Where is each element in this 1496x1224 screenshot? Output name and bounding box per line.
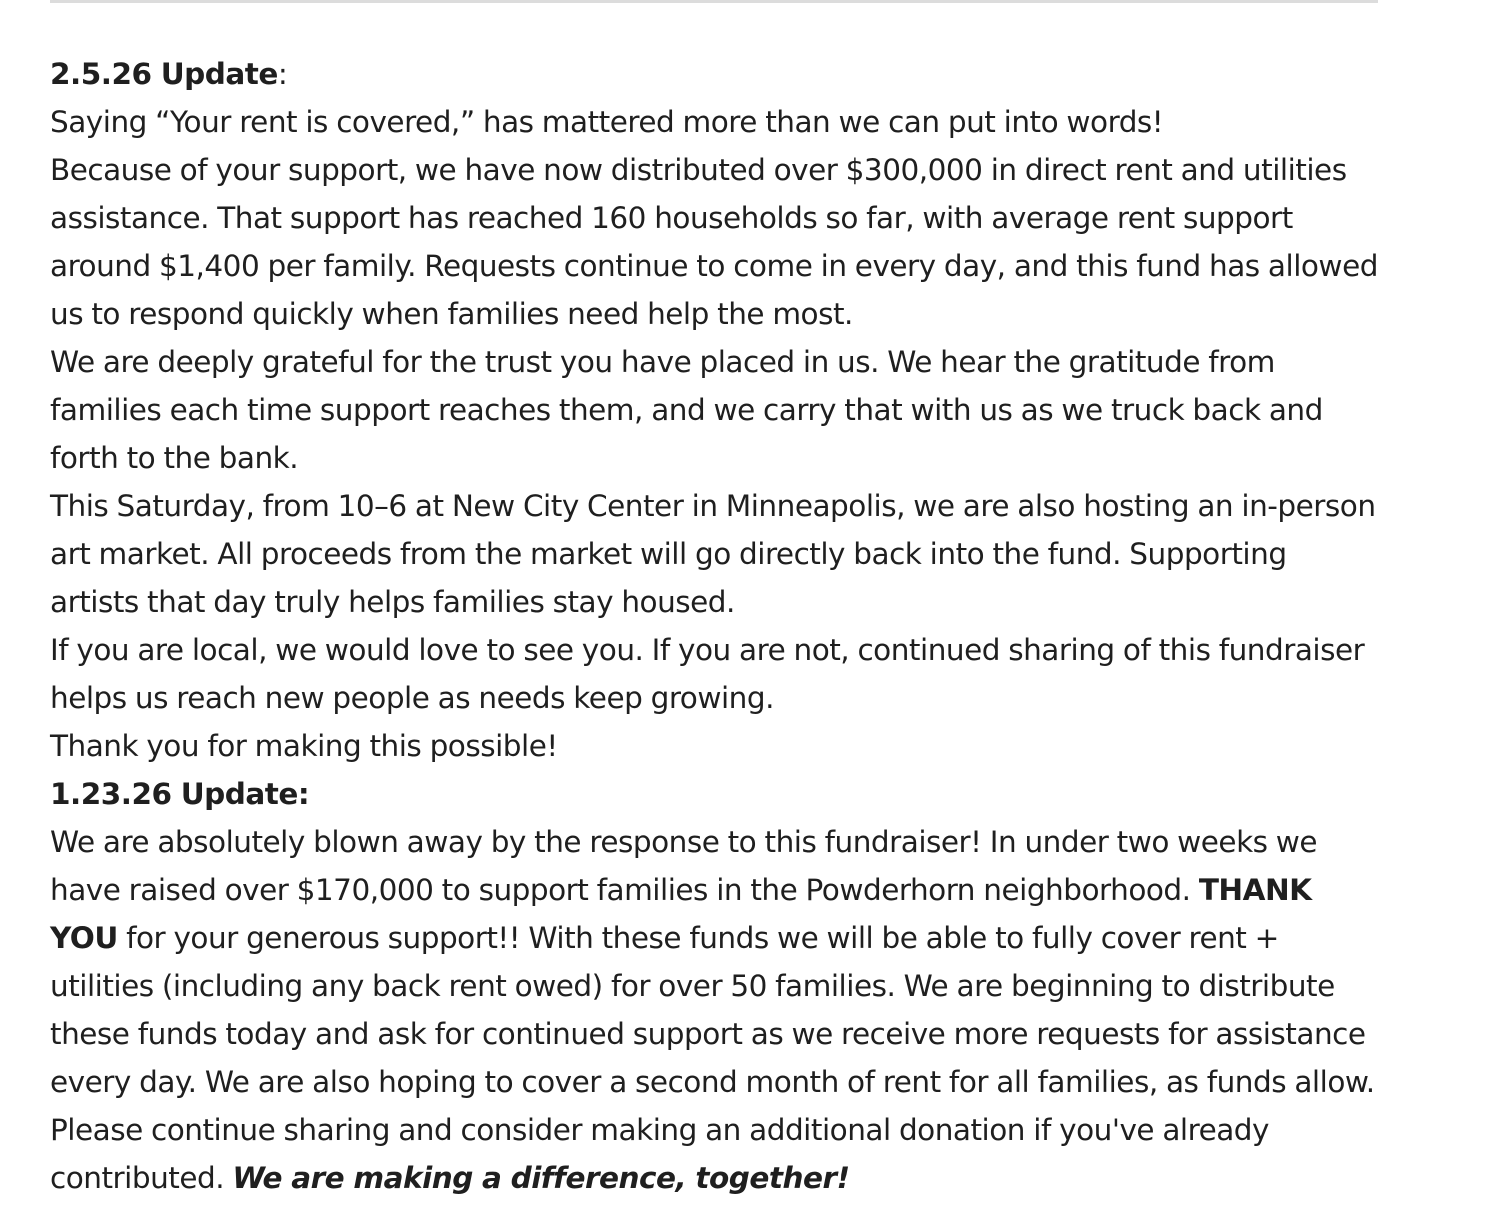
update-paragraph: Thank you for making this possible! bbox=[50, 729, 558, 763]
update-paragraph: If you are local, we would love to see you. If you are not, continued sharing of this fundraiser helps us reach new people as needs keep growing. bbox=[50, 633, 1365, 715]
thank-you-text: THANK YOU bbox=[50, 873, 1312, 955]
closing-text: We are making a difference, together! bbox=[232, 1161, 850, 1195]
top-divider bbox=[50, 0, 1378, 3]
update-paragraph: This Saturday, from 10–6 at New City Center in Minneapolis, we are also hosting an in-person art market. All proceeds from the market will go directly back into the fund. Supporting artists that day truly helps families stay housed. bbox=[50, 489, 1376, 619]
update-heading-2-5-26 bbox=[50, 50, 1382, 98]
update-paragraph-1-23-26 bbox=[50, 818, 1382, 1202]
update-paragraph: Because of your support, we have now distributed over $300,000 in direct rent and utilities assistance. That support has reached 160 households so far, with average rent support around $1,400 per family. Requests continue to come in every day, and this fund has allowed us to respond quickly when families need help the most. bbox=[50, 153, 1378, 331]
update-paragraph: Saying “Your rent is covered,” has mattered more than we can put into words! bbox=[50, 105, 1164, 139]
update-paragraph: We are deeply grateful for the trust you have placed in us. We hear the gratitude from families each time support reaches them, and we carry that with us as we truck back and forth to the bank. bbox=[50, 345, 1323, 475]
body-text: We are absolutely blown away by the response to this fundraiser! In under two weeks we have raised over $170,000 to support families in the Powderhorn neighborhood. bbox=[50, 825, 1318, 907]
body-text: for your generous support!! With these funds we will be able to fully cover rent + utilities (including any back rent owed) for over 50 families. We are beginning to distribute these funds today and ask for continued support as we receive more requests for assistance every day. We are also hoping to cover a second month of rent for all families, as funds allow. Please continue sharing and consider making an additional donation if you've already contributed. bbox=[50, 921, 1375, 1195]
heading-colon: : bbox=[277, 57, 288, 91]
update-heading-1-23-26: 1.23.26 Update: bbox=[50, 777, 310, 811]
update-date-2-5-26: 2.5.26 Update bbox=[50, 57, 278, 91]
update-content bbox=[50, 50, 1382, 1202]
